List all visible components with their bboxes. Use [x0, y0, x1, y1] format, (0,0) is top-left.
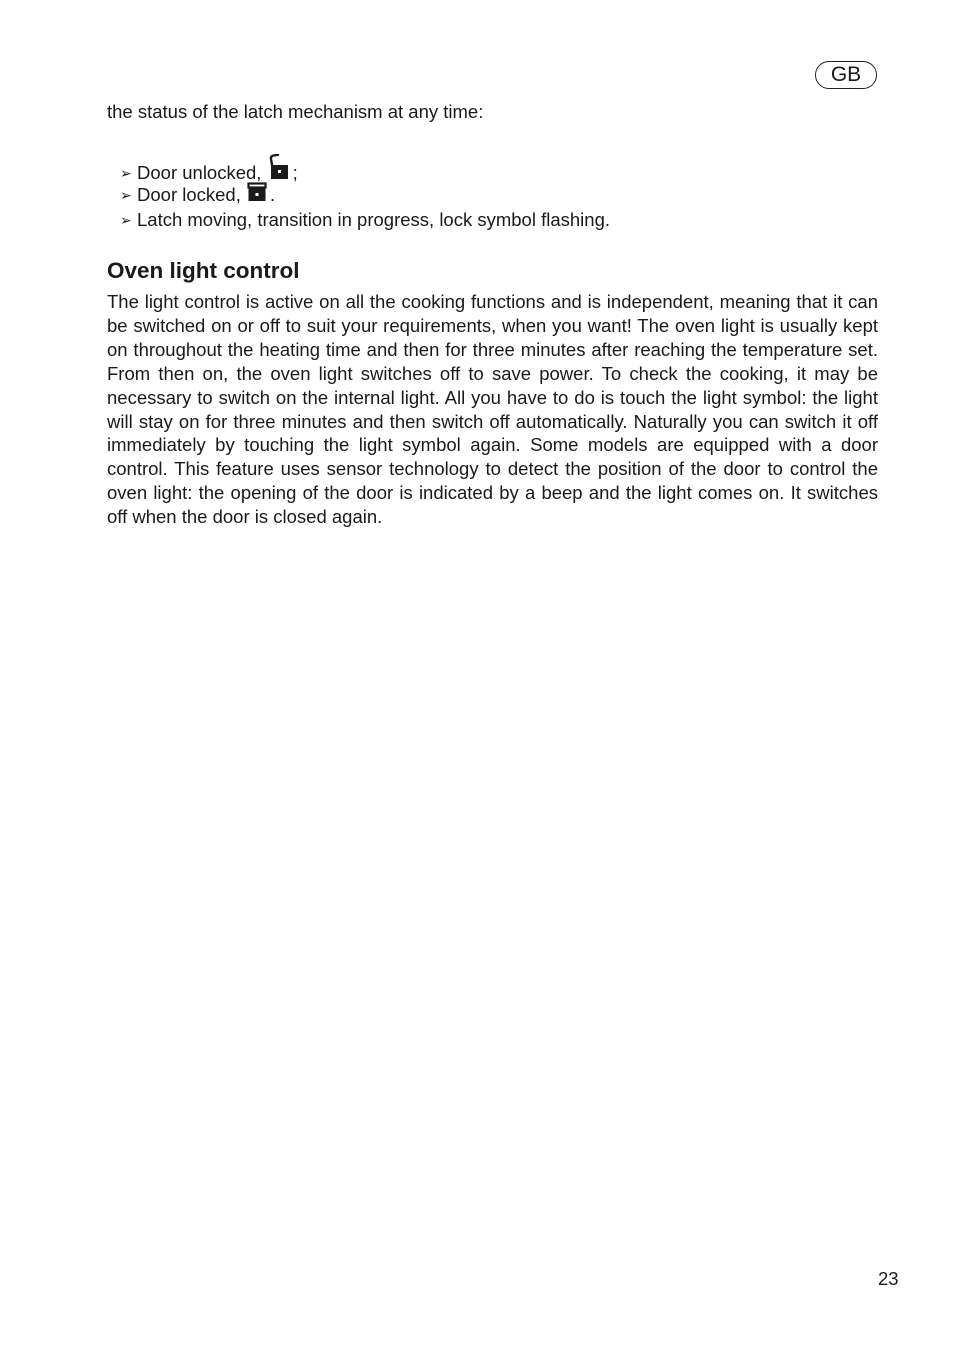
status-suffix: . — [270, 184, 276, 205]
status-text: Latch moving, transition in progress, lock symbol flashing. — [137, 209, 610, 230]
status-text: Door unlocked, — [137, 162, 262, 183]
arrow-bullet-icon: ➢ — [120, 212, 132, 228]
latch-status-list — [120, 154, 610, 232]
language-badge: GB — [815, 61, 877, 89]
list-item — [120, 154, 610, 182]
status-suffix: ; — [292, 162, 298, 183]
arrow-bullet-icon: ➢ — [120, 165, 132, 181]
section-body: The light control is active on all the cooking functions and is independent, meaning that it can be switched on or off to suit your requirements, when you want! The oven light is usually kept on throughout the heating time and then for three minutes after reaching the temperature set. From then on, the oven light switches off to save power. To check the cooking, it may be necessary to switch on the internal light. All you have to do is touch the light symbol: the light will stay on for three minutes and then switch off automatically. Naturally you can switch it off immediately by touching the light symbol again. Some models are equipped with a door control. This feature uses sensor technology to detect the position of the door to control the oven light: the opening of the door is indicated by a beep and the light comes on. It switches off when the door is closed again. — [107, 291, 878, 528]
status-text: Door locked, — [137, 184, 241, 205]
arrow-bullet-icon: ➢ — [120, 187, 132, 203]
section-title: Oven light control — [107, 258, 300, 283]
list-item — [120, 207, 610, 232]
intro-text: the status of the latch mechanism at any time: — [107, 101, 484, 122]
page-number: 23 — [878, 1268, 899, 1289]
list-item — [120, 182, 610, 207]
locked-padlock-icon — [247, 182, 267, 208]
